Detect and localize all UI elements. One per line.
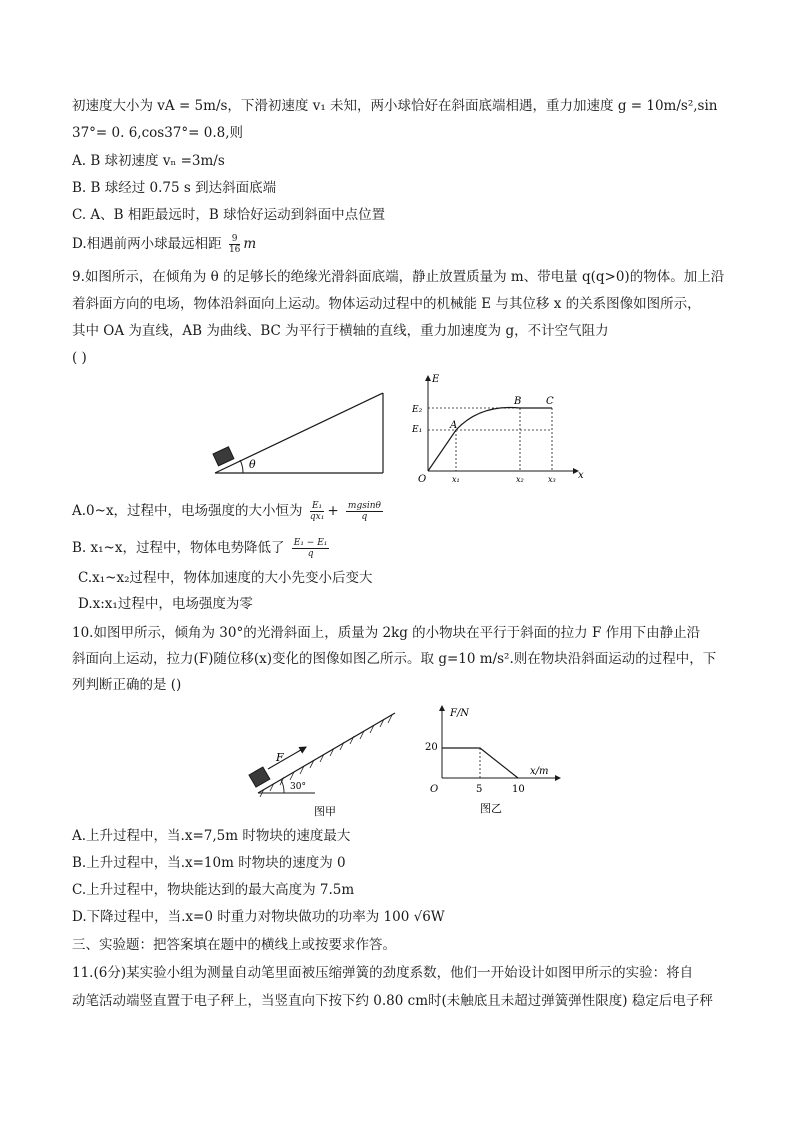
section-heading: 三、实验题：把答案填在题中的横线上或按要求作答。 xyxy=(72,937,396,953)
fraction-numerator: mgsinθ xyxy=(347,501,381,511)
unit: W xyxy=(430,909,445,925)
q10-option-a: A.上升过程中，当.x=7,5m 时物块的速度最大 xyxy=(72,828,351,844)
point-c: C xyxy=(546,396,554,407)
unit: m xyxy=(243,236,257,252)
figure-caption: 图乙 xyxy=(480,802,502,815)
incline-force-figure xyxy=(240,705,405,820)
y-tick-label: E₂ xyxy=(412,405,423,415)
question-10-text: 斜面向上运动，拉力(F)随位移(x)变化的图像如图乙所示。取 g=10 m/s².则在物块沿斜面运动的过程中，下 xyxy=(72,651,717,667)
question-11-text: 11.(6分)某实验小组为测量自动笔里面被压缩弹簧的劲度系数，他们一开始设计如图甲所示的实验：将自 xyxy=(72,965,694,981)
option-c: C. A、B 相距最远时，B 球恰好运动到斜面中点位置 xyxy=(72,207,386,223)
fraction-numerator: E₁ − E₁ xyxy=(293,538,328,548)
force-arrow xyxy=(268,747,306,769)
sqrt-value: √6 xyxy=(413,909,431,925)
y-tick-label: E₁ xyxy=(412,425,423,435)
energy-curve xyxy=(428,407,552,471)
q9-option-b xyxy=(72,538,332,559)
energy-graph xyxy=(410,368,590,488)
angle-label: θ xyxy=(249,458,256,471)
fraction xyxy=(229,234,240,255)
option-a: A. B 球初速度 vₙ =3m/s xyxy=(72,153,225,169)
y-tick-label: 20 xyxy=(425,742,438,753)
angle-label: 30° xyxy=(290,782,306,792)
fraction-denominator: 16 xyxy=(228,245,241,255)
q10-option-d xyxy=(72,907,445,927)
y-axis-label: F/N xyxy=(450,708,470,719)
force-graph xyxy=(420,702,570,820)
text-line: 37°= 0. 6,cos37°= 0.8,则 xyxy=(72,125,243,141)
x-axis-label: x/m xyxy=(530,766,549,777)
q10-option-c: C.上升过程中，物块能达到的最大高度为 7.5m xyxy=(72,882,355,898)
q9-option-d: D.x:x₁过程中，电场强度为零 xyxy=(78,596,253,612)
fraction-denominator: q xyxy=(307,549,314,559)
fraction-denominator: q xyxy=(361,512,368,522)
block xyxy=(213,447,234,466)
force-label: F xyxy=(276,751,284,764)
x-axis-label: x xyxy=(578,470,584,481)
q9-option-c: C.x₁~x₂过程中，物体加速度的大小先变小后变大 xyxy=(78,570,373,586)
x-tick-label: x₁ xyxy=(452,475,460,484)
figure-caption: 图甲 xyxy=(314,805,336,818)
fraction-numerator: 9 xyxy=(229,234,240,245)
origin-label: O xyxy=(430,784,439,795)
option-text: B. x₁~x，过程中，物体电势降低了 xyxy=(72,540,285,556)
question-9-text: 其中 OA 为直线，AB 为曲线、BC 为平行于横轴的直线，重力加速度为 g，不计空气阻力 xyxy=(72,323,609,339)
option-b: B. B 球经过 0.75 s 到达斜面底端 xyxy=(72,180,277,196)
option-text: D.下降过程中，当.x=0 时重力对物块做功的功率为 100 xyxy=(72,909,410,925)
answer-blank: ( ) xyxy=(72,350,87,366)
option-d xyxy=(72,234,256,255)
block xyxy=(249,767,270,787)
text-line: 初速度大小为 vA = 5m/s，下滑初速度 v₁ 未知，两小球恰好在斜面底端相遇，重力加速度 g = 10m/s²,sin xyxy=(72,98,718,114)
fraction xyxy=(292,538,330,559)
point-b: B xyxy=(514,396,522,407)
origin-label: O xyxy=(418,474,427,485)
x-tick-label: 5 xyxy=(476,784,483,795)
option-text: A.0~x，过程中，电场强度的大小恒为 xyxy=(72,503,303,519)
question-10-text: 10.如图甲所示，倾角为 30°的光滑斜面上，质量为 2kg 的小物块在平行于斜面的拉力 F 作用下由静止沿 xyxy=(72,625,701,641)
plus-sign: + xyxy=(327,503,339,519)
x-tick-label: 10 xyxy=(512,784,525,795)
q10-option-b: B.上升过程中，当.x=10m 时物块的速度为 0 xyxy=(72,855,346,871)
x-tick-label: x₂ xyxy=(516,475,524,484)
fraction-numerator: E₁ xyxy=(310,501,324,512)
option-d-text: D.相遇前两小球最远相距 xyxy=(72,236,222,252)
x-tick-label: x₃ xyxy=(548,475,556,484)
q9-option-a xyxy=(72,501,386,522)
incline-figure xyxy=(205,388,395,478)
point-a: A xyxy=(450,420,458,431)
fraction-denominator: qx₁ xyxy=(309,512,325,522)
question-11-text: 动笔活动端竖直置于电子秤上，当竖直向下按下约 0.80 cm时(未触底且未超过弹簧弹性限度) 稳定后电子秤 xyxy=(72,993,713,1009)
question-10-text: 列判断正确的是 () xyxy=(72,677,182,693)
question-9-text: 9.如图所示，在倾角为 θ 的足够长的绝缘光滑斜面底端，静止放置质量为 m、带电量 q(q>0)的物体。加上沿 xyxy=(72,269,725,285)
y-axis-label: E xyxy=(432,374,440,385)
question-9-text: 着斜面方向的电场，物体沿斜面向上运动。物体运动过程中的机械能 E 与其位移 x 的关系图像如图所示， xyxy=(72,296,701,312)
fraction xyxy=(310,501,324,522)
fraction xyxy=(346,501,383,522)
